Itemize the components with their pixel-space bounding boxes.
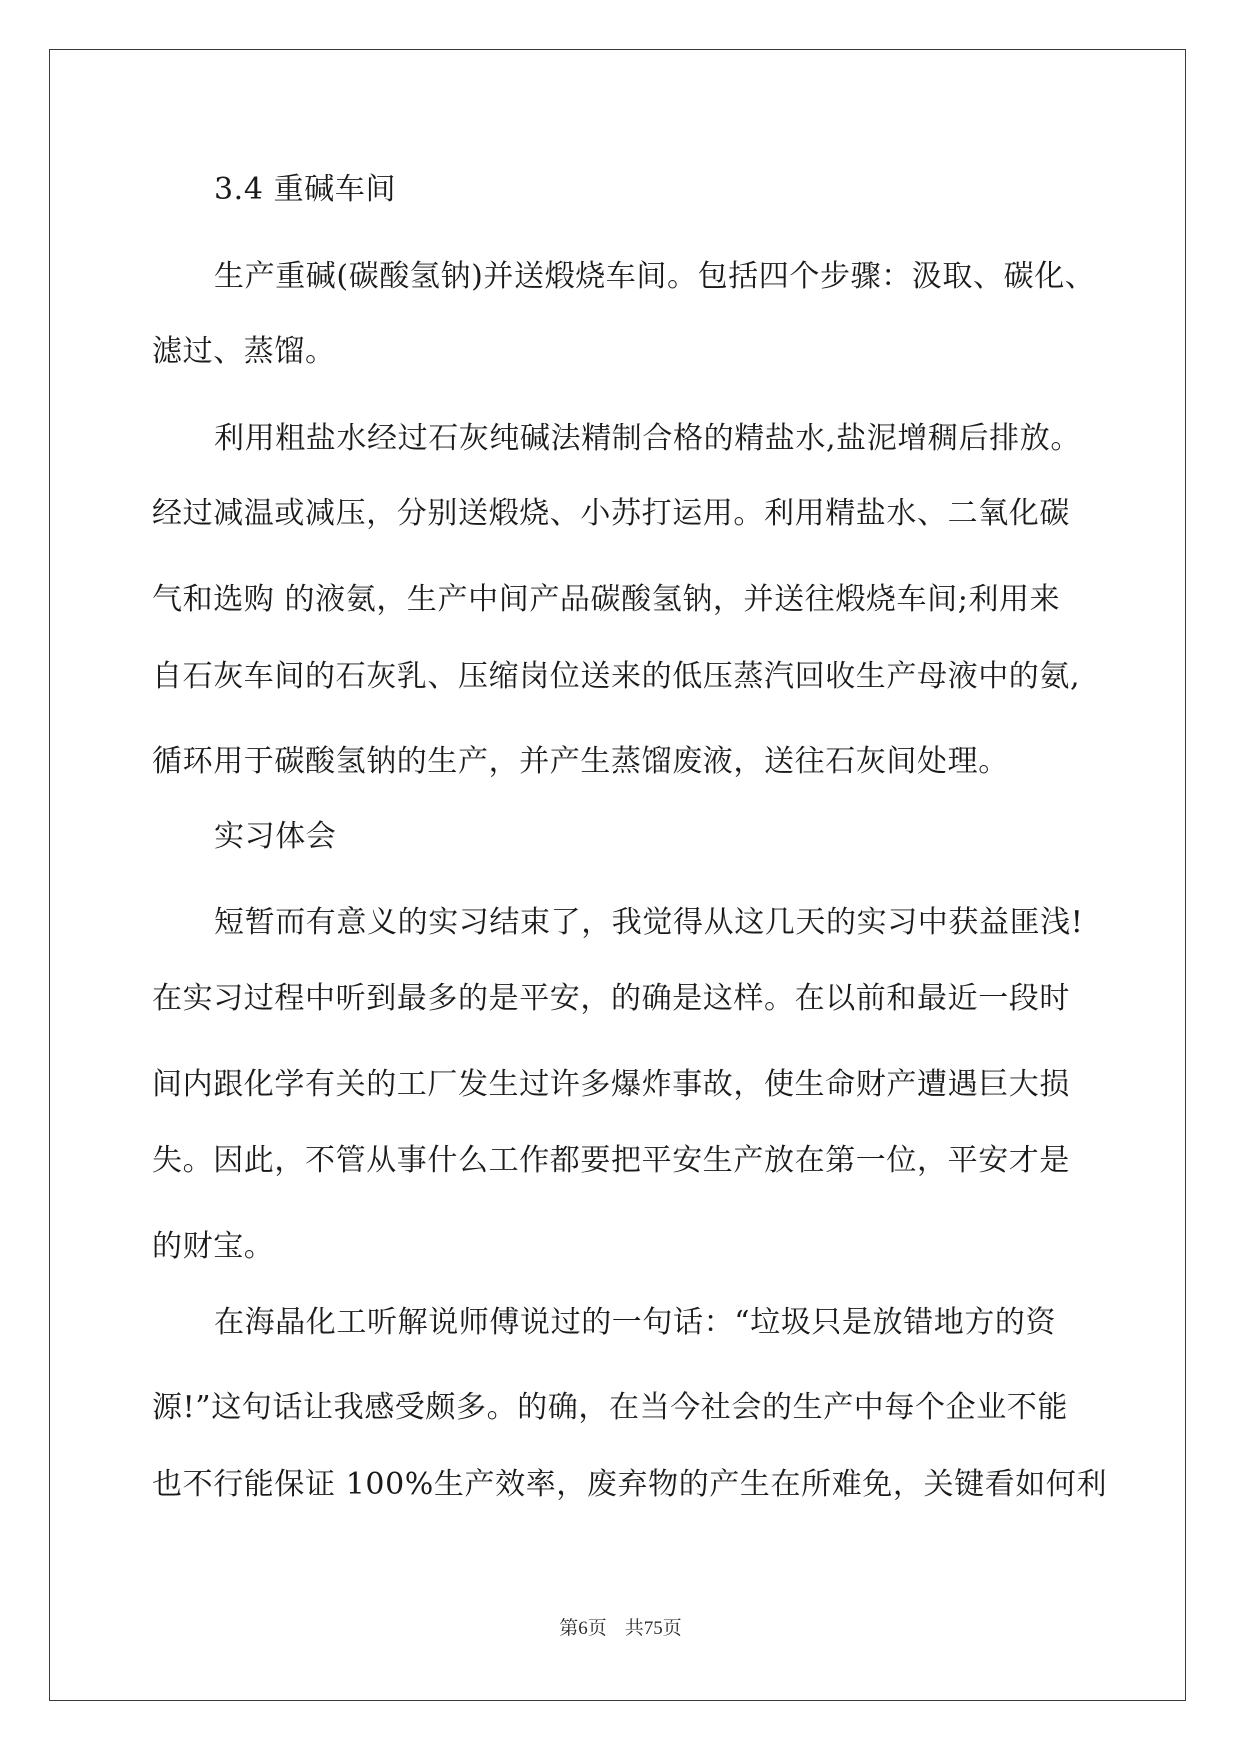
current-page-number: 6	[578, 1618, 588, 1639]
section-heading: 实习体会	[214, 819, 337, 854]
page-prefix: 第	[559, 1617, 579, 1639]
text-line: 间内跟化学有关的工厂发生过许多爆炸事故，使生命财产遭遇巨大损	[152, 1067, 1070, 1102]
text-line: 在实习过程中听到最多的是平安，的确是这样。在以前和最近一段时	[152, 981, 1070, 1016]
text-line: 自石灰车间的石灰乳、压缩岗位送来的低压蒸汽回收生产母液中的氨,	[152, 659, 1081, 694]
text-line: 也不行能保证 100%生产效率，废弃物的产生在所难免，关键看如何利	[152, 1467, 1108, 1502]
section-heading: 3.4 重碱车间	[214, 172, 397, 207]
page-footer	[0, 1616, 1241, 1641]
text-line: 利用粗盐水经过石灰纯碱法精制合格的精盐水,盐泥增稠后排放。	[214, 421, 1081, 456]
text-line: 滤过、蒸馏。	[152, 334, 336, 369]
total-prefix: 共	[624, 1617, 644, 1639]
text-line: 在海晶化工听解说师傅说过的一句话：“垃圾只是放错地方的资	[214, 1305, 1057, 1340]
text-line: 生产重碱(碳酸氢钠)并送煅烧车间。包括四个步骤：汲取、碳化、	[214, 259, 1096, 294]
text-line: 循环用于碳酸氢钠的生产，并产生蒸馏废液，送往石灰间处理。	[152, 744, 1009, 779]
text-line: 的财宝。	[152, 1229, 275, 1264]
text-line: 经过减温或减压，分别送煅烧、小苏打运用。利用精盐水、二氧化碳	[152, 496, 1070, 531]
page-suffix: 页	[587, 1617, 607, 1639]
total-suffix: 页	[662, 1617, 682, 1639]
page-border	[49, 49, 1186, 1701]
text-line: 失。因此，不管从事什么工作都要把平安生产放在第一位，平安才是	[152, 1143, 1070, 1178]
text-line: 源!”这句话让我感受颇多。的确，在当今社会的生产中每个企业不能	[152, 1390, 1068, 1425]
text-line: 气和选购 的液氨，生产中间产品碳酸氢钠，并送往煅烧车间;利用来	[152, 582, 1061, 617]
total-pages-number: 75	[643, 1618, 663, 1639]
text-line: 短暂而有意义的实习结束了，我觉得从这几天的实习中获益匪浅!	[214, 905, 1084, 940]
